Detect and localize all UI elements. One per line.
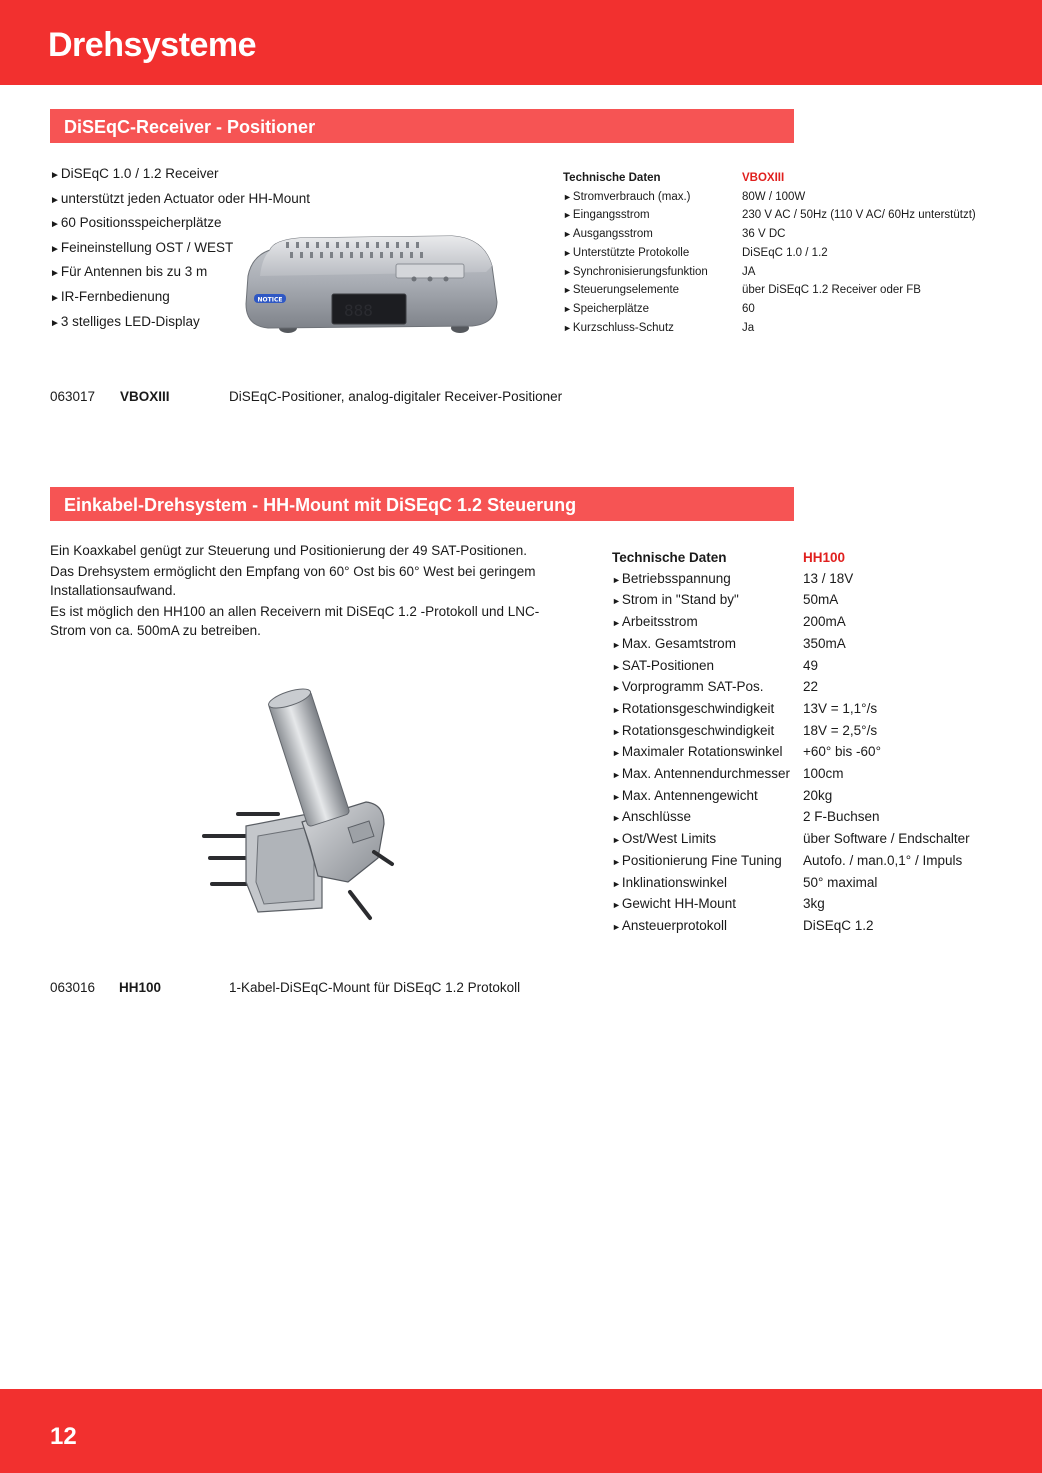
triangle-right-icon: ► bbox=[563, 285, 572, 296]
triangle-right-icon: ► bbox=[50, 219, 60, 231]
spec-header-model: VBOXIII bbox=[742, 172, 785, 184]
triangle-right-icon: ► bbox=[612, 661, 621, 672]
list-item: ► IR-Fernbedienung bbox=[50, 286, 310, 311]
order-line-vboxiii bbox=[50, 389, 750, 409]
spec-table-hh100 bbox=[612, 548, 970, 938]
triangle-right-icon: ► bbox=[612, 618, 621, 629]
table-row: ►Ausgangsstrom 36 V DC bbox=[563, 228, 786, 241]
triangle-right-icon: ► bbox=[563, 191, 572, 202]
triangle-right-icon: ► bbox=[563, 303, 572, 314]
triangle-right-icon: ► bbox=[612, 835, 621, 846]
page-number: 12 bbox=[50, 1423, 77, 1450]
triangle-right-icon: ► bbox=[612, 791, 621, 802]
header-band bbox=[0, 0, 1042, 85]
spec-table-vboxiii bbox=[563, 169, 976, 337]
table-row: ►Max. Antennengewicht 20kg bbox=[612, 787, 833, 803]
spec-header-model: HH100 bbox=[803, 550, 846, 565]
triangle-right-icon: ► bbox=[612, 921, 621, 932]
table-row: ►Max. Antennendurchmesser 100cm bbox=[612, 766, 844, 782]
section-title: Einkabel-Drehsystem - HH-Mount mit DiSEqC 1.2 Steuerung bbox=[64, 495, 577, 515]
list-item: ► 60 Positionsspeicherplätze bbox=[50, 212, 310, 237]
order-description: DiSEqC-Positioner, analog-digitaler Receiver-Positioner bbox=[229, 389, 563, 404]
order-description: 1-Kabel-DiSEqC-Mount für DiSEqC 1.2 Protokoll bbox=[229, 980, 521, 995]
section-bar-hh-mount bbox=[50, 487, 794, 521]
table-row: ►Max. Gesamtstrom 350mA bbox=[612, 635, 846, 651]
order-model: VBOXIII bbox=[120, 389, 170, 404]
order-model: HH100 bbox=[119, 980, 162, 995]
table-row: ►Betriebsspannung 13 / 18V bbox=[612, 570, 854, 586]
triangle-right-icon: ► bbox=[563, 229, 572, 240]
order-number: 063017 bbox=[50, 389, 96, 404]
triangle-right-icon: ► bbox=[612, 639, 621, 650]
list-item: ► Für Antennen bis zu 3 m bbox=[50, 261, 310, 286]
table-row: ►Ost/West Limits über Software / Endschalter bbox=[612, 831, 970, 847]
triangle-right-icon: ► bbox=[50, 268, 60, 280]
list-item: ► Feineinstellung OST / WEST bbox=[50, 237, 310, 262]
device-logo: NOTICE bbox=[257, 296, 283, 304]
order-line-hh100 bbox=[50, 980, 750, 1000]
receiver-device-image bbox=[240, 232, 502, 338]
table-row: ►Kurzschluss-Schutz Ja bbox=[563, 321, 755, 334]
triangle-right-icon: ► bbox=[612, 856, 621, 867]
description-paragraph: Es ist möglich den HH100 an allen Receivern mit DiSEqC 1.2 -Protokoll und LNC-Strom von ca. 500mA zu betreiben. bbox=[50, 604, 540, 638]
triangle-right-icon: ► bbox=[50, 194, 60, 206]
table-row: ►SAT-Positionen 49 bbox=[612, 657, 819, 673]
section-bar-positioner bbox=[50, 109, 794, 143]
triangle-right-icon: ► bbox=[612, 683, 621, 694]
footer-band bbox=[0, 1389, 1042, 1473]
triangle-right-icon: ► bbox=[612, 726, 621, 737]
triangle-right-icon: ► bbox=[50, 317, 60, 329]
product-description bbox=[50, 541, 540, 642]
table-row: ►Synchronisierungsfunktion JA bbox=[563, 265, 756, 278]
triangle-right-icon: ► bbox=[563, 322, 572, 333]
page-title: Drehsysteme bbox=[48, 26, 257, 64]
hh-mount-image bbox=[198, 686, 398, 926]
table-row: ►Gewicht HH-Mount 3kg bbox=[612, 896, 825, 912]
table-row: ►Unterstützte Protokolle DiSEqC 1.0 / 1.2 bbox=[563, 246, 828, 259]
triangle-right-icon: ► bbox=[612, 596, 621, 607]
spec-header-label: Technische Daten bbox=[563, 172, 661, 184]
triangle-right-icon: ► bbox=[50, 170, 60, 181]
table-row: ►Rotationsgeschwindigkeit 13V = 1,1°/s bbox=[612, 700, 878, 716]
triangle-right-icon: ► bbox=[563, 210, 572, 221]
triangle-right-icon: ► bbox=[612, 704, 621, 715]
list-item: ► DiSEqC 1.0 / 1.2 Receiver bbox=[50, 163, 310, 188]
table-row: ►Maximaler Rotationswinkel +60° bis -60° bbox=[612, 744, 881, 760]
triangle-right-icon: ► bbox=[612, 878, 621, 889]
table-row: ►Strom in "Stand by" 50mA bbox=[612, 592, 839, 608]
table-row: ►Eingangsstrom 230 V AC / 50Hz (110 V AC/ 60Hz unterstützt) bbox=[563, 209, 976, 222]
description-paragraph: Das Drehsystem ermöglicht den Empfang von 60° Ost bis 60° West bei geringem Installationsaufwand. bbox=[50, 564, 536, 598]
section-title: DiSEqC-Receiver - Positioner bbox=[64, 117, 316, 137]
table-row: ►Speicherplätze 60 bbox=[563, 302, 755, 315]
description-paragraph: Ein Koaxkabel genügt zur Steuerung und Positionierung der 49 SAT-Positionen. bbox=[50, 543, 528, 558]
triangle-right-icon: ► bbox=[612, 813, 621, 824]
list-item: ► 3 stelliges LED-Display bbox=[50, 311, 310, 336]
triangle-right-icon: ► bbox=[612, 748, 621, 759]
triangle-right-icon: ► bbox=[563, 266, 572, 277]
triangle-right-icon: ► bbox=[50, 243, 60, 255]
table-row: ►Positionierung Fine Tuning Autofo. / man.0,1° / Impuls bbox=[612, 852, 963, 868]
table-row: ►Inklinationswinkel 50° maximal bbox=[612, 874, 878, 890]
triangle-right-icon: ► bbox=[612, 900, 621, 911]
table-row: ►Arbeitsstrom 200mA bbox=[612, 614, 846, 630]
triangle-right-icon: ► bbox=[612, 574, 621, 585]
table-row: ►Steuerungselemente über DiSEqC 1.2 Receiver oder FB bbox=[563, 284, 921, 297]
spec-header-label: Technische Daten bbox=[612, 550, 727, 565]
triangle-right-icon: ► bbox=[612, 770, 621, 781]
triangle-right-icon: ► bbox=[563, 247, 572, 258]
svg-text:888: 888 bbox=[344, 301, 373, 320]
table-row: ►Rotationsgeschwindigkeit 18V = 2,5°/s bbox=[612, 722, 878, 738]
triangle-right-icon: ► bbox=[50, 292, 60, 304]
table-row: ►Vorprogramm SAT-Pos. 22 bbox=[612, 679, 819, 695]
order-number: 063016 bbox=[50, 980, 96, 995]
table-row: ►Anschlüsse 2 F-Buchsen bbox=[612, 809, 880, 825]
list-item: ► unterstützt jeden Actuator oder HH-Mount bbox=[50, 188, 310, 213]
table-row: ►Stromverbrauch (max.) 80W / 100W bbox=[563, 190, 806, 203]
table-row: ►Ansteuerprotokoll DiSEqC 1.2 bbox=[612, 917, 874, 933]
